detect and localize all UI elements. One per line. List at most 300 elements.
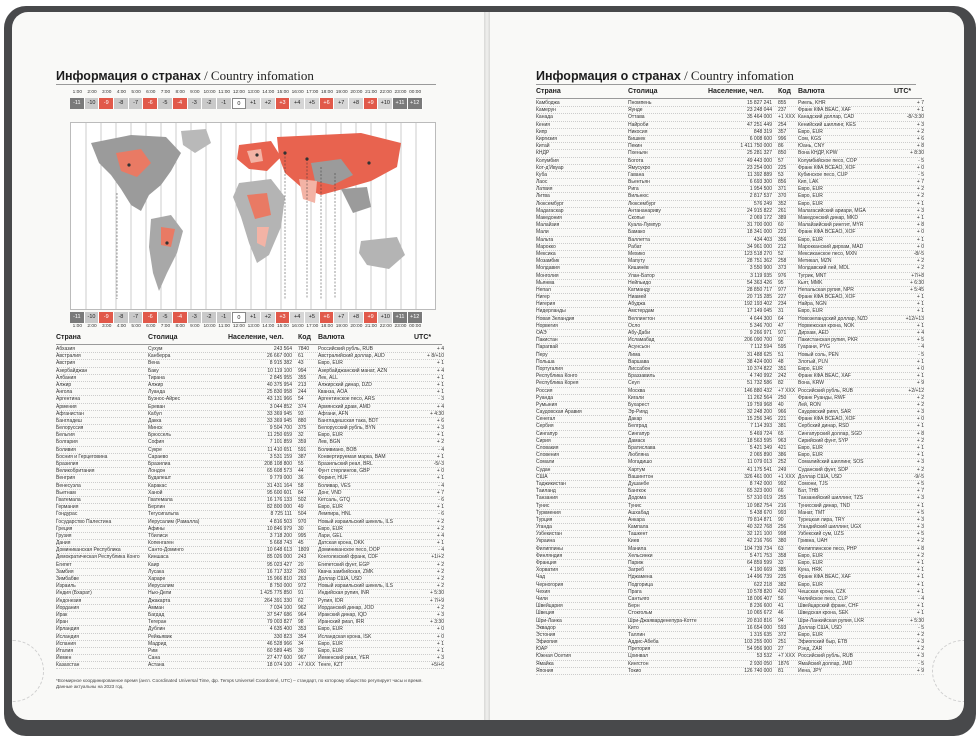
capital-cell: Сингапур [628,430,650,437]
currency-cell: Юань, CNY [798,143,825,150]
table-row [56,634,444,641]
utc-cell: + 2 [916,646,924,653]
tz-time-label: 17:00 [306,324,319,329]
country-cell: Афганистан [56,410,84,417]
utc-cell: + 5 [916,480,924,487]
tz-offset-cell: +10 [378,98,393,109]
currency-cell: Кубинское песо, CUP [798,171,848,178]
capital-cell: Валлетта [628,236,650,243]
capital-cell: Душанбе [628,480,650,487]
capital-cell: Стокгольм [628,610,653,617]
country-cell: Азербайджан [56,367,88,374]
currency-cell: Бат, THB [798,488,819,495]
currency-cell: Филиппинское песо, PHP [798,545,857,552]
capital-cell: Вена [148,360,160,367]
capital-cell: Эр-Рияд [628,409,648,416]
code-cell: 98 [298,619,304,626]
utc-cell: + 0 [436,626,444,633]
capital-cell: Каир [148,561,160,568]
country-cell: Замбия [56,568,74,575]
utc-cell: + 7 [916,179,924,186]
code-cell: 357 [778,128,787,135]
currency-cell: Евро, EUR [798,308,823,315]
utc-cell: + 2 [916,186,924,193]
currency-cell: Евро, EUR [318,640,343,647]
utc-cell: + 1 [916,588,924,595]
capital-cell: Могадишо [628,459,652,466]
tz-time-label: 3:00 [102,90,112,95]
utc-cell: + 1 [916,567,924,574]
population-cell: 2 930 050 [749,660,772,667]
currency-cell: Исландская крона, ISK [318,633,372,640]
capital-cell: Загреб [628,567,644,574]
tz-time-label: 4:00 [116,324,127,329]
utc-cell: + 2 [436,518,444,525]
population-cell: 1 954 500 [749,186,772,193]
currency-cell: Молдавский лей, MDL [798,265,850,272]
tz-offset-cell: +1 [246,312,261,323]
capital-cell: Нейпьидо [628,279,651,286]
code-cell: 966 [778,409,787,416]
table-row [536,265,924,272]
code-cell: +1 XXX [778,114,796,121]
capital-cell: Тирана [148,374,165,381]
table-row [536,208,924,215]
tz-time-label: 11:00 [218,90,231,95]
tz-offset-cell: -1 [217,98,232,109]
code-cell: 258 [778,258,787,265]
country-cell: Швеция [536,610,555,617]
country-cell: Нигер [536,294,550,301]
population-cell: 3 531 159 [269,453,292,460]
utc-cell: - 4 [438,547,444,554]
capital-cell: Бразилиа [148,461,171,467]
population-cell: 18 074 100 [266,662,292,669]
currency-cell: Македонский динар, MKD [798,215,858,221]
country-cell: Гватемала [56,496,81,503]
capital-cell: Гавана [628,171,645,178]
code-cell: 1876 [778,660,790,667]
population-cell: 10 648 613 [266,547,292,554]
utc-cell: + 3 [916,653,924,660]
code-cell: 250 [778,394,787,401]
capital-cell: Манила [628,545,647,552]
capital-cell: Пхеньян [628,150,648,157]
country-cell: Ямайка [536,660,554,667]
country-cell: Франция [536,560,557,566]
utc-cell: + 2 [436,525,444,532]
utc-cell: + 8 [916,143,924,150]
country-cell: Колумбия [536,157,559,164]
country-cell: Танзания [536,495,558,502]
utc-cell: - 6 [438,511,444,518]
tz-offset-cell: -9 [99,98,114,109]
population-cell: 3 044 852 [269,403,292,410]
code-cell: 82 [778,380,784,387]
utc-cell: + 2 [916,401,924,408]
population-cell: 8 742 000 [749,480,772,487]
currency-cell: Узбекский сум, UZS [798,531,844,538]
utc-cell: + 5 [916,509,924,516]
country-cell: Босния и Герцеговина [56,453,108,460]
code-cell: 351 [778,365,787,372]
population-cell: 9 504 700 [269,425,292,432]
code-cell: 352 [778,200,787,207]
capital-cell: Москва [628,387,646,394]
code-cell: 93 [298,410,304,417]
tz-offsets-top [70,98,423,109]
capital-cell: Вашингтон [628,473,654,480]
population-cell: 65 323 000 [746,488,772,495]
country-cell: Япония [536,667,554,674]
currency-cell: Манат, TMT [798,509,826,516]
tz-time-label: 19:00 [335,90,348,95]
code-cell: 242 [778,373,787,380]
currency-cell: Франк КФА BEAC, XAF [798,107,851,114]
population-cell: 7 112 594 [750,344,772,351]
code-cell: 213 [298,381,307,388]
utc-cell: + 2 [916,538,924,545]
col-utc: UTC* [414,334,432,341]
capital-cell: Берлин [148,504,166,511]
code-cell: 263 [298,576,307,582]
title-rule-right [536,84,916,85]
capital-cell: Дакка [148,417,162,424]
table-row [56,432,444,439]
capital-cell: Нджамена [628,574,653,581]
country-cell: Узбекистан [536,531,562,538]
country-cell: Иран [56,619,68,626]
code-cell: 58 [298,482,304,489]
code-cell: 36 [298,475,304,482]
utc-cell: +5/+6 [431,662,444,669]
currency-cell: Сомалийский шиллинг, SOS [798,459,864,466]
country-cell: ЮАР [536,646,548,653]
code-cell: 49 [298,504,304,511]
currency-cell: Азербайджанский манат, AZN [318,367,388,374]
currency-cell: Евро, EUR [798,581,823,588]
population-cell: 33 369 945 [266,410,292,417]
capital-cell: Абу-Даби [628,330,651,336]
capital-cell: Ханой [148,489,163,496]
table-row [56,346,444,353]
code-cell: 34 [298,640,304,647]
left-country-table [56,346,444,669]
table-row [536,366,924,373]
tz-time-label: 10:00 [203,324,216,329]
utc-cell: - 4 [918,595,924,602]
table-row [56,655,444,662]
utc-cell: + 8 [916,545,924,552]
utc-cell: + 1 [916,294,924,301]
table-row [56,590,444,597]
population-cell: 8 750 000 [269,583,292,590]
capital-cell: Кигали [628,394,644,401]
code-cell: 54 [298,396,304,403]
currency-cell: Евро, EUR [318,525,343,532]
population-cell: 23 248 044 [746,107,772,114]
utc-cell: + 1 [436,381,444,388]
capital-cell: Бамако [628,229,646,236]
capital-cell: Будапешт [148,475,171,482]
country-cell: Лаос [536,179,548,186]
capital-cell: Тунис [628,502,642,509]
tz-offset-cell: +4 [290,98,305,109]
utc-cell: + 1 [916,560,924,566]
country-cell: Чад [536,574,546,581]
country-cell: Бельгия [56,432,75,439]
code-cell: 86 [778,143,784,150]
currency-cell: Злотый, PLN [798,358,828,365]
utc-cell: + 4 [436,403,444,410]
country-cell: Казахстан [56,662,80,669]
currency-cell: Сербский динар, RSD [798,423,850,430]
population-cell: 10 846 979 [266,525,292,532]
population-cell: 57 310 019 [746,495,772,502]
capital-cell: Берн [628,603,640,610]
capital-cell: Дамаск [628,437,646,444]
right-page [490,12,964,720]
currency-cell: Белорусский рубль, BYN [318,425,376,432]
table-row [536,481,924,488]
table-row [56,475,444,482]
currency-cell: Аргентинское песо, ARS [318,396,375,403]
tz-time-label: 18:00 [321,90,334,95]
code-cell: 51 [778,351,784,358]
table-row [536,287,924,294]
utc-cell: + 1 [436,389,444,396]
capital-cell: Токио [628,667,642,674]
table-row [56,375,444,382]
tz-time-label: 4:00 [116,90,127,95]
table-row [536,165,924,172]
tz-time-label: 8:00 [175,324,185,329]
capital-cell: Лондон [148,468,166,475]
table-row [56,368,444,375]
country-cell: Мадагаскар [536,207,564,214]
utc-cell: + 7 [916,488,924,495]
population-cell: 7 034 100 [269,604,292,611]
utc-cell: + 1 [916,322,924,329]
tz-offset-cell: +8 [349,98,364,109]
capital-cell: Кабул [148,410,162,417]
code-cell: 593 [778,624,787,631]
utc-cell: + 7 [436,489,444,496]
code-cell: 65 [778,430,784,437]
table-row [536,625,924,632]
tz-times-bottom [70,324,423,329]
capital-cell: Брюссель [148,432,171,439]
code-cell: 992 [778,480,787,487]
population-cell: 206 090 700 [744,337,772,344]
utc-cell: - 5 [918,624,924,631]
currency-cell: Чилийское песо, CLP [798,595,848,602]
country-cell: Боливия [56,446,76,453]
country-cell: Украина [536,538,556,545]
utc-cell: + 6:30 [909,279,924,286]
population-cell: 49 443 000 [746,157,772,164]
capital-cell: Антананариву [628,207,661,214]
table-row [536,510,924,517]
table-row [536,416,924,423]
utc-cell: + 1 [916,236,924,243]
capital-cell: Киев [628,538,640,545]
code-cell: 66 [778,488,784,495]
code-cell: 385 [778,567,787,574]
code-cell: 972 [298,583,307,590]
code-cell: 254 [778,121,787,128]
population-cell: 33 369 945 [266,417,292,424]
utc-cell: + 1 [436,432,444,439]
utc-cell: + 1 [916,574,924,581]
code-cell: 850 [778,150,787,157]
capital-cell: Мапуту [628,258,646,265]
tz-offset-cell: -10 [85,312,100,323]
currency-cell: Евро, EUR [798,365,823,372]
utc-cell: + 7 [916,100,924,106]
table-row [56,519,444,526]
code-cell: 91 [298,590,304,597]
table-row [56,353,444,360]
country-cell: Руанда [536,394,554,401]
tz-offset-cell: -3 [188,98,203,109]
population-cell: 264 391 330 [264,597,292,604]
code-cell: 359 [298,439,307,446]
table-row [56,490,444,497]
capital-cell: Ереван [148,403,166,410]
tz-times-top [70,90,423,95]
code-cell: 382 [778,581,787,588]
country-cell: Албания [56,374,77,381]
currency-cell: Колумбийское песо, COP [798,157,857,164]
utc-cell: + 9 [916,380,924,387]
population-cell: 65 608 573 [266,468,292,475]
country-cell: Ангола [56,389,73,396]
col-code: Код [298,334,311,341]
code-cell: 389 [778,215,787,221]
currency-cell: Алжирский динар, DZD [318,381,372,388]
population-cell: 95 600 601 [266,489,292,496]
right-country-table [536,100,924,675]
utc-cell: +7/+8 [911,272,924,279]
code-cell: 856 [778,179,787,186]
tz-time-label: 5:00 [131,90,141,95]
tz-time-label: 22:00 [379,324,392,329]
tz-offset-cell: -8 [114,98,129,109]
table-row [56,583,444,590]
country-cell: Египет [56,561,72,568]
country-cell: Шри-Ланка [536,617,562,624]
currency-cell: Вона КНДР, KPW [798,150,838,157]
country-cell: Великобритания [56,468,95,475]
table-row [536,517,924,524]
capital-cell: Париж [628,560,644,566]
capital-cell: Ташкент [628,531,648,538]
population-cell: 38 424 000 [746,358,772,365]
code-cell: 56 [778,595,784,602]
country-cell: Пакистан [536,337,558,344]
population-cell: 3 119 935 [750,272,772,279]
capital-cell: Кингстон [628,660,649,667]
country-cell: Финляндия [536,552,563,559]
country-cell: Перу [536,351,548,358]
country-cell: Румыния [536,401,558,408]
tz-time-label: 7:00 [160,324,171,329]
currency-cell: Конвертируемая марка, BAM [318,453,386,460]
corner-guide [12,640,44,702]
population-cell: 60 589 445 [266,647,292,654]
country-cell: Киргизия [536,135,557,142]
table-row [536,402,924,409]
code-cell: 1809 [298,547,310,554]
capital-cell: Буэнос-Айрес [148,396,181,403]
utc-cell: +1/+2 [431,554,444,561]
code-cell: 375 [298,425,307,432]
country-cell: Люксембург [536,200,564,207]
code-cell: 387 [298,453,307,460]
code-cell: 251 [778,639,787,646]
population-cell: 5 346 700 [749,322,772,329]
country-cell: Туркмения [536,509,561,516]
table-row [536,488,924,495]
population-cell: 8 915 382 [269,360,292,367]
capital-cell: Сантьяго [628,595,650,602]
utc-cell: + 4 [916,330,924,336]
utc-cell: + 3 [916,459,924,466]
code-cell: 212 [778,243,787,250]
country-cell: Доминиканская Республика [56,547,121,554]
tz-offset-cell: 0 [232,312,247,323]
country-cell: Эфиопия [536,639,558,646]
table-row [536,524,924,531]
utc-cell: + 1 [916,445,924,451]
currency-cell: Эфиопский быр, ETB [798,639,848,646]
country-cell: Мозамбик [536,258,560,265]
table-row [536,352,924,359]
country-cell: Австралия [56,353,81,360]
currency-cell: Евро, EUR [798,236,823,243]
capital-cell: Любляна [628,452,649,459]
code-cell: 244 [298,389,307,396]
table-row [536,474,924,481]
utc-cell: + 8 [916,430,924,437]
currency-cell: Квача замбийская, ZMK [318,568,374,575]
utc-cell: - 3 [438,396,444,403]
utc-cell: + 2 [436,576,444,582]
currency-cell: Шведская крона, SEK [798,610,849,617]
population-cell: 5 469 724 [749,430,772,437]
utc-cell: - 4 [918,344,924,351]
capital-cell: Оттава [628,114,645,121]
capital-cell: Яунде [628,107,643,114]
tz-time-label: 11:00 [218,324,231,329]
currency-cell: Вона, KRW [798,380,825,387]
utc-cell: + 2 [916,466,924,473]
code-cell: 993 [778,509,787,516]
country-cell: Грузия [56,532,72,539]
utc-cell: + 3 [916,207,924,214]
country-cell: Малайзия [536,222,560,229]
capital-cell: Бухарест [628,401,650,408]
utc-cell: + 2 [916,437,924,444]
currency-cell: Австралийский доллар, AUD [318,353,385,360]
table-row [56,641,444,648]
table-row [536,172,924,179]
country-cell: Нигерия [536,301,556,308]
table-row [536,380,924,387]
currency-cell: Иорданский динар, JOD [318,604,374,611]
table-row [56,461,444,468]
